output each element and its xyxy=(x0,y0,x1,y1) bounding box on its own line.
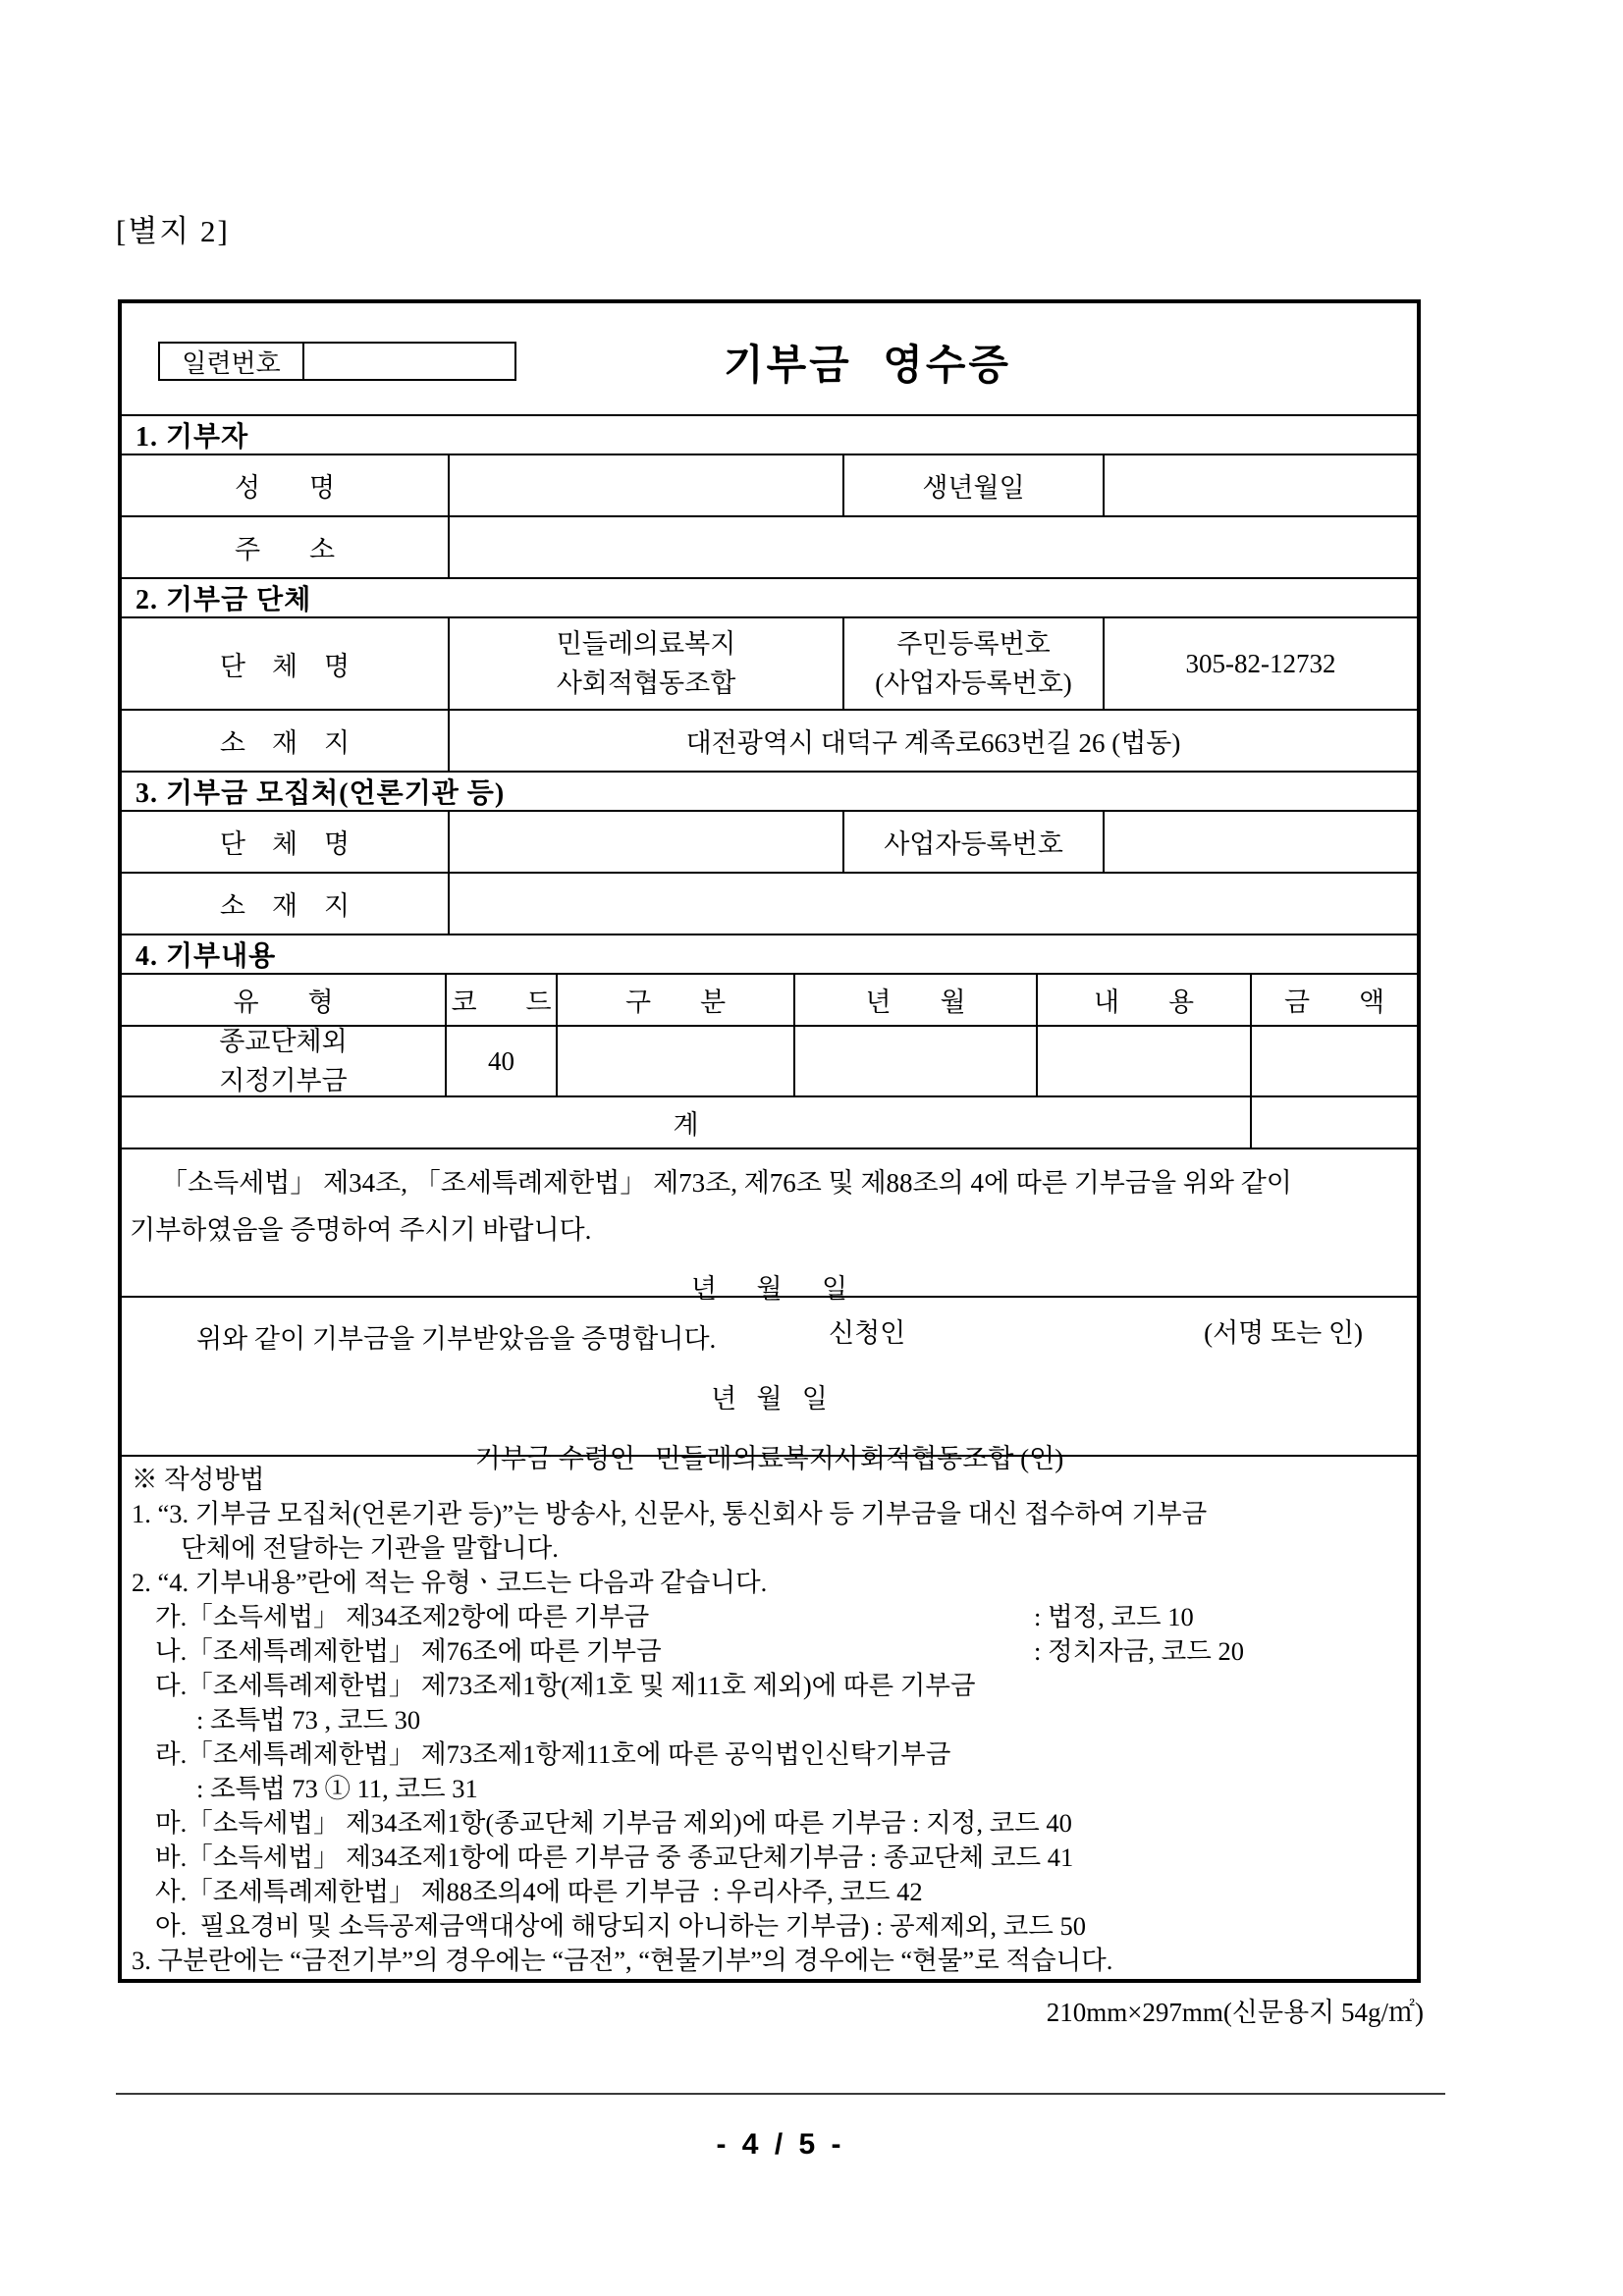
note-line: 2. “4. 기부내용”란에 적는 유형ㆍ코드는 다음과 같습니다. xyxy=(132,1568,768,1597)
col-yearmonth: 년 월 xyxy=(793,975,1036,1025)
form-title: 기부금 영수증 xyxy=(724,344,1011,389)
donor-address-row xyxy=(122,515,1417,577)
note-line: 사.「조세특례제한법」 제88조의4에 따른 기부금 : 우리사주, 코드 42 xyxy=(155,1877,923,1906)
total-amount-cell xyxy=(1250,1097,1417,1148)
paper-spec-label: 210mm×297mm(신문용지 54g/㎡) xyxy=(1046,1998,1424,2027)
note-line xyxy=(130,1600,1407,1634)
donor-address-label: 주 소 xyxy=(234,535,336,564)
applicant-label: 신청인 xyxy=(829,1318,906,1348)
note-line: 아. 필요경비 및 소득공제금액대상에 해당되지 아니하는 기부금) : 공제제외, 코드 50 xyxy=(155,1911,1086,1941)
request-line1: 「소득세법」 제34조, 「조세특례제한법」 제73조, 제76조 및 제88조의 4에 따른 기부금을 위와 같이 xyxy=(161,1168,1292,1198)
org-name-value xyxy=(448,618,842,709)
donor-birthdate-label: 생년월일 xyxy=(842,455,1103,515)
donation-content-cell xyxy=(1036,1027,1250,1095)
org-address-label: 소 재 지 xyxy=(219,728,351,758)
collector-regno-label: 사업자등록번호 xyxy=(842,812,1103,872)
section4-heading: 4. 기부내용 xyxy=(135,941,277,972)
org-name-value-line2: 사회적협동조합 xyxy=(556,668,736,698)
section2-heading: 2. 기부금 단체 xyxy=(135,585,312,615)
collector-name-label: 단 체 명 xyxy=(219,829,351,859)
org-name-value-line1: 민들레의료복지 xyxy=(556,628,736,659)
donor-name-label: 성 명 xyxy=(234,473,336,503)
note-line: 라.「조세특례제한법」 제73조제1항제11호에 따른 공익법인신탁기부금 xyxy=(155,1739,951,1769)
note-line: 다.「조세특례제한법」 제73조제1항(제1호 및 제11호 제외)에 따른 기부금 xyxy=(155,1671,976,1700)
certify-receiver-line: 기부금 수령인 민들레의료복지사회적협동조합 (인) xyxy=(474,1444,1064,1473)
title-row xyxy=(122,303,1417,414)
note-line: 바.「소득세법」 제34조제1항에 따른 기부금 중 종교단체기부금 : 종교단체 코드 41 xyxy=(155,1842,1074,1872)
donation-amount-cell xyxy=(1250,1027,1417,1095)
note-line: 단체에 전달하는 기관을 말합니다. xyxy=(181,1533,559,1563)
footer-divider xyxy=(116,2093,1445,2095)
donation-columns-row xyxy=(122,973,1417,1025)
notes-heading: ※ 작성방법 xyxy=(132,1465,265,1494)
org-regno-value: 305-82-12732 xyxy=(1103,618,1417,709)
org-regno-label-line1: 주민등록번호 xyxy=(896,628,1051,659)
col-type: 유 형 xyxy=(233,988,334,1017)
note-text: 나.「조세특례제한법」 제76조에 따른 기부금 xyxy=(155,1636,662,1666)
attachment-label: [별지 2] xyxy=(116,214,230,248)
donation-receipt-form xyxy=(118,299,1421,1983)
serial-number-label: 일련번호 xyxy=(160,344,304,379)
section2-header-row xyxy=(122,577,1417,616)
col-content: 내 용 xyxy=(1036,975,1250,1025)
collector-address-label: 소 재 지 xyxy=(219,891,351,921)
note-line: : 조특법 73 , 코드 30 xyxy=(196,1705,421,1735)
section1-heading: 1. 기부자 xyxy=(135,422,249,453)
donation-data-row xyxy=(122,1025,1417,1095)
note-line: : 조특법 73 ① 11, 코드 31 xyxy=(196,1774,478,1803)
donation-yearmonth-cell xyxy=(793,1027,1036,1095)
total-label-cell: 계 xyxy=(673,1110,699,1140)
signature-label: (서명 또는 인) xyxy=(1204,1318,1363,1348)
donor-birthdate-field xyxy=(1103,455,1417,515)
col-division: 구 분 xyxy=(556,975,793,1025)
donor-name-field xyxy=(448,455,842,515)
donation-division-cell xyxy=(556,1027,793,1095)
page-number: - 4 / 5 - xyxy=(716,2128,845,2161)
section4-header-row xyxy=(122,934,1417,973)
note-line: 1. “3. 기부금 모집처(언론기관 등)”는 방송사, 신문사, 통신회사 등 기부금을 대신 접수하여 기부금 xyxy=(132,1499,1208,1528)
donation-total-row xyxy=(122,1095,1417,1148)
request-date-line: 년 월 일 xyxy=(690,1274,848,1304)
org-address-row xyxy=(122,709,1417,771)
collector-address-field xyxy=(448,874,1417,934)
certify-date-line: 년 월 일 xyxy=(711,1384,828,1414)
org-name-row xyxy=(122,616,1417,709)
note-code: : 정치자금, 코드 20 xyxy=(1034,1636,1244,1666)
section3-heading: 3. 기부금 모집처(언론기관 등) xyxy=(135,778,506,809)
request-line2: 기부하였음을 증명하여 주시기 바랍니다. xyxy=(130,1215,592,1245)
org-name-label: 단 체 명 xyxy=(219,651,351,681)
certify-line1: 위와 같이 기부금을 기부받았음을 증명합니다. xyxy=(196,1324,717,1354)
donation-code-cell: 40 xyxy=(445,1027,556,1095)
note-code: : 법정, 코드 10 xyxy=(1034,1602,1194,1631)
collector-regno-field xyxy=(1103,812,1417,872)
donation-type-cell xyxy=(122,1027,445,1095)
note-line: 3. 구분란에는 “금전기부”의 경우에는 “금전”, “현물기부”의 경우에는 “현물”로 적습니다. xyxy=(132,1946,1113,1975)
col-amount: 금 액 xyxy=(1250,975,1417,1025)
donor-address-field xyxy=(448,517,1417,577)
collector-name-row xyxy=(122,810,1417,872)
org-regno-label-line2: (사업자등록번호) xyxy=(875,668,1072,698)
col-code: 코 드 xyxy=(445,975,556,1025)
note-text: 가.「소득세법」 제34조제2항에 따른 기부금 xyxy=(155,1602,650,1631)
donation-type-line2: 지정기부금 xyxy=(219,1066,348,1095)
notes-block xyxy=(122,1455,1417,1979)
donor-name-row xyxy=(122,454,1417,515)
section1-header-row xyxy=(122,414,1417,454)
org-address-value: 대전광역시 대덕구 계족로663번길 26 (법동) xyxy=(448,711,1417,771)
donation-type-line1: 종교단체외 xyxy=(219,1027,348,1056)
collector-name-field xyxy=(448,812,842,872)
note-line: 마.「소득세법」 제34조제1항(종교단체 기부금 제외)에 따른 기부금 : 지정, 코드 40 xyxy=(155,1808,1072,1838)
collector-address-row xyxy=(122,872,1417,934)
org-regno-label xyxy=(842,618,1103,709)
note-line xyxy=(130,1634,1407,1669)
section3-header-row xyxy=(122,771,1417,810)
